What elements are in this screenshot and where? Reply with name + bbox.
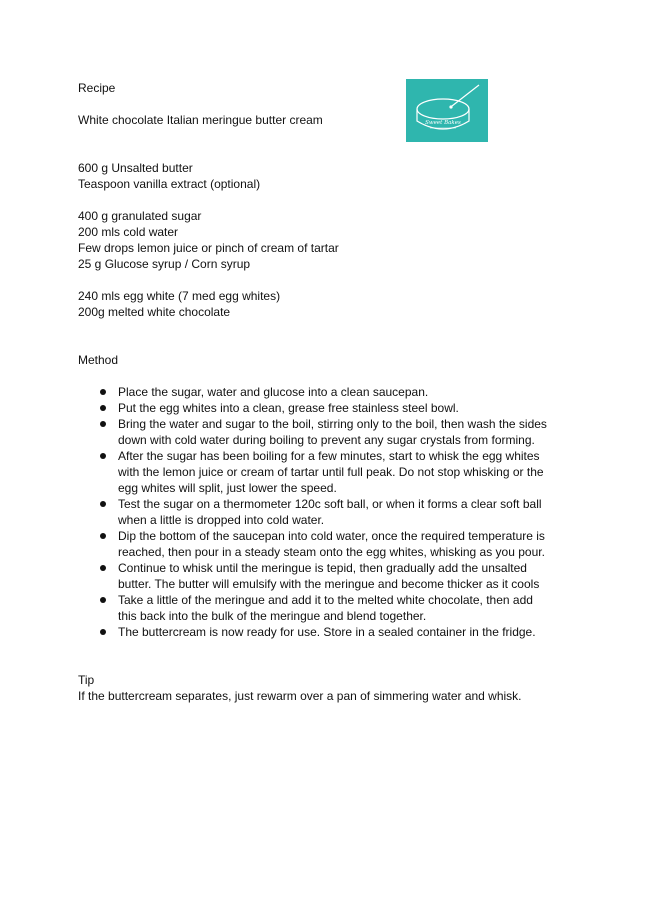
method-step: [78, 496, 548, 528]
ingredient-line: Teaspoon vanilla extract (optional): [78, 177, 261, 191]
cake-logo-icon: [406, 79, 488, 142]
ingredient-line: 240 mls egg white (7 med egg whites): [78, 289, 281, 303]
ingredient-line: 400 g granulated sugar: [78, 209, 202, 223]
bullet-icon: [100, 389, 106, 395]
ingredient-group-butter: [78, 160, 260, 192]
method-step: [78, 384, 548, 400]
ingredient-line: Few drops lemon juice or pinch of cream of tartar: [78, 241, 339, 255]
method-step: [78, 528, 548, 560]
method-steps: [78, 384, 548, 640]
step-text: Bring the water and sugar to the boil, stirring only to the boil, then wash the sides down with cold water during boiling to prevent any sugar crystals from forming.: [118, 417, 547, 447]
bullet-icon: [100, 533, 106, 539]
tip-text: If the buttercream separates, just rewarm over a pan of simmering water and whisk.: [78, 689, 522, 703]
step-text: Test the sugar on a thermometer 120c soft ball, or when it forms a clear soft ball when a little is dropped into cold water.: [118, 497, 542, 527]
bullet-icon: [100, 597, 106, 603]
ingredient-group-meringue: [78, 288, 280, 320]
bullet-icon: [100, 501, 106, 507]
ingredient-line: 200g melted white chocolate: [78, 305, 231, 319]
recipe-label: Recipe: [78, 81, 116, 95]
method-step: [78, 448, 548, 496]
ingredient-line: 25 g Glucose syrup / Corn syrup: [78, 257, 251, 271]
bullet-icon: [100, 453, 106, 459]
method-step: [78, 416, 548, 448]
bullet-icon: [100, 421, 106, 427]
method-step: [78, 624, 548, 640]
bullet-icon: [100, 405, 106, 411]
step-text: After the sugar has been boiling for a few minutes, start to whisk the egg whites with the lemon juice or cream of tartar until full peak. Do not stop whisking or the egg whites will split, just lower the speed.: [118, 449, 544, 495]
ingredient-line: 600 g Unsalted butter: [78, 161, 193, 175]
logo: [406, 79, 488, 142]
bullet-icon: [100, 629, 106, 635]
ingredient-line: 200 mls cold water: [78, 225, 179, 239]
ingredient-group-syrup: [78, 208, 339, 272]
method-step: [78, 592, 548, 624]
step-text: Dip the bottom of the saucepan into cold water, once the required temperature is reached, then pour in a steady steam onto the egg whites, whisking as you pour.: [118, 529, 545, 559]
recipe-title: White chocolate Italian meringue butter cream: [78, 113, 323, 127]
method-step: [78, 400, 548, 416]
method-step: [78, 560, 548, 592]
method-heading: Method: [78, 353, 119, 367]
logo-text: Sweet Bakes: [425, 120, 461, 126]
step-text: Place the sugar, water and glucose into a clean saucepan.: [118, 385, 429, 399]
step-text: Continue to whisk until the meringue is tepid, then gradually add the unsalted butter. The butter will emulsify with the meringue and become thicker as it cools: [118, 561, 540, 591]
tip-heading: Tip: [78, 673, 95, 687]
step-text: Take a little of the meringue and add it to the melted white chocolate, then add this back into the bulk of the meringue and blend together.: [118, 593, 533, 623]
bullet-icon: [100, 565, 106, 571]
step-text: The buttercream is now ready for use. Store in a sealed container in the fridge.: [118, 625, 536, 639]
step-text: Put the egg whites into a clean, grease free stainless steel bowl.: [118, 401, 459, 415]
